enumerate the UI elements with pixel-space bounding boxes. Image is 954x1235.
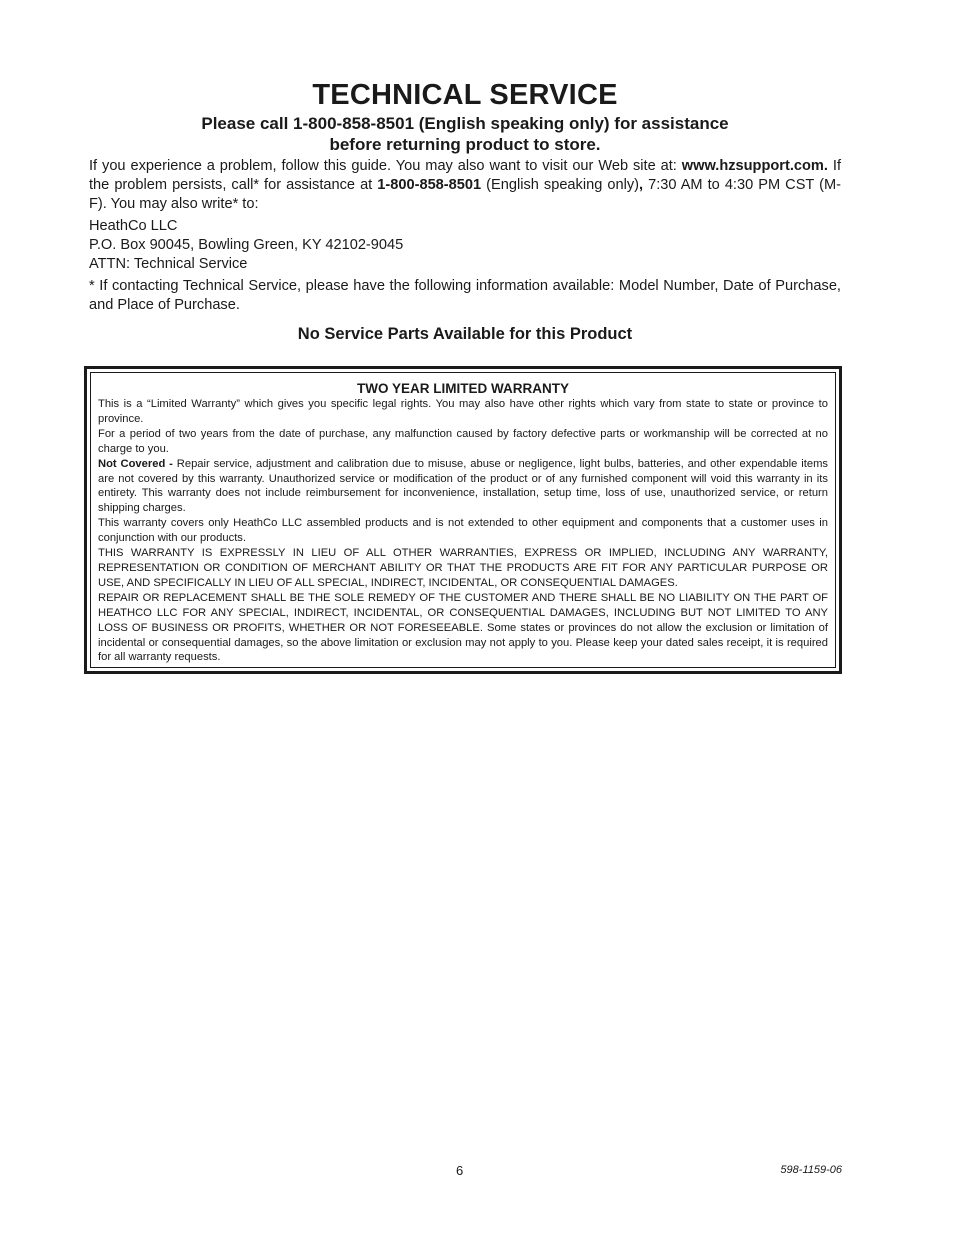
address-company: HeathCo LLC: [89, 218, 178, 234]
call-heading-line-1: Please call 1-800-858-8501 (English speaking only) for assistance: [201, 114, 729, 133]
intro-text-4: 7:30 AM to 4:30 PM CST (M-F). You may also write* to:: [89, 177, 841, 212]
not-covered-text: Repair service, adjustment and calibration due to misuse, abuse or negligence, light bulbs, batteries, and other expendable items are not covered by this warranty. Unauthorized service or modification of the product or of any furnished component will void this warranty in its entirety. This warranty does not include reimbursement for inconvenience, installation, setup time, loss of use, unauthorized service, or return shipping charges.: [98, 457, 828, 515]
no-service-parts-heading: No Service Parts Available for this Product: [297, 325, 633, 343]
document-id: 598-1159-06: [780, 1164, 842, 1176]
intro-text: [89, 157, 841, 315]
warranty-box: [84, 366, 842, 674]
warranty-paragraph-1: This is a “Limited Warranty” which gives you specific legal rights. You may also have other rights which vary from state to state or province to province.: [98, 398, 828, 425]
warranty-liability-rest: Some states or provinces do not allow the exclusion or limitation of incidental or consequential damages, so the above limitation or exclusion may not apply to you. Please keep your dated sales receipt, it is required for all warranty requests.: [98, 621, 828, 664]
intro-text-3: (English speaking only): [481, 177, 639, 193]
intro-paragraph: [89, 157, 841, 214]
warranty-paragraph-3: [98, 457, 828, 517]
call-for-assistance-heading: [89, 113, 841, 155]
warranty-paragraph-2: For a period of two years from the date of purchase, any malfunction caused by factory defective parts or workmanship will be corrected at no charge to you.: [98, 427, 828, 455]
page-number: 6: [456, 1163, 464, 1178]
page-title: TECHNICAL SERVICE: [312, 79, 618, 111]
warranty-text: [98, 397, 828, 665]
intro-text-2: If the problem persists, call* for assistance at: [89, 158, 841, 193]
warranty-paragraph-5: THIS WARRANTY IS EXPRESSLY IN LIEU OF ALL OTHER WARRANTIES, EXPRESS OR IMPLIED, INCLUDING ANY WARRANTY, REPRESENTATION OR CONDITION OF MERCHANT ABILITY OR THAT THE PRODUCTS ARE FIT FOR ANY PARTICULAR PURPOSE OR USE, AND SPECIFICALLY IN LIEU OF ALL SPECIAL, INDIRECT, INCIDENTAL, OR CONSEQUENTIAL DAMAGES.: [98, 547, 828, 589]
technical-service-section: [89, 78, 841, 345]
call-heading-line-2: before returning product to store.: [329, 135, 601, 154]
warranty-paragraph-4: This warranty covers only HeathCo LLC assembled products and is not extended to other equipment and components that a customer uses in conjunction with our products.: [98, 517, 828, 545]
warranty-box-inner: [90, 372, 836, 668]
warranty-paragraph-6: [98, 591, 828, 666]
address-attn: ATTN: Technical Service: [89, 256, 248, 272]
contact-info-note: * If contacting Technical Service, please have the following information available: Model Number, Date of Purchase, and Place of Purchase.: [89, 278, 841, 313]
support-website-link[interactable]: www.hzsupport.com.: [681, 158, 828, 174]
support-phone-number[interactable]: 1-800-858-8501: [377, 177, 482, 193]
warranty-liability-caps: REPAIR OR REPLACEMENT SHALL BE THE SOLE REMEDY OF THE CUSTOMER AND THERE SHALL BE NO LIABILITY ON THE PART OF HEATHCO LLC FOR ANY SPECIAL, INDIRECT, INCIDENTAL, OR CONSEQUENTIAL DAMAGES, INCLUDING BUT NOT LIMITED TO ANY LOSS OF BUSINESS OR PROFITS, WHETHER OR NOT FORESEEABLE.: [98, 591, 828, 634]
intro-comma: ,: [638, 177, 644, 193]
warranty-title: TWO YEAR LIMITED WARRANTY: [357, 381, 569, 396]
address-po-box: P.O. Box 90045, Bowling Green, KY 42102-9045: [89, 237, 404, 253]
not-covered-label: Not Covered -: [98, 457, 177, 470]
intro-text-1: If you experience a problem, follow this guide. You may also want to visit our Web site at:: [89, 158, 682, 174]
